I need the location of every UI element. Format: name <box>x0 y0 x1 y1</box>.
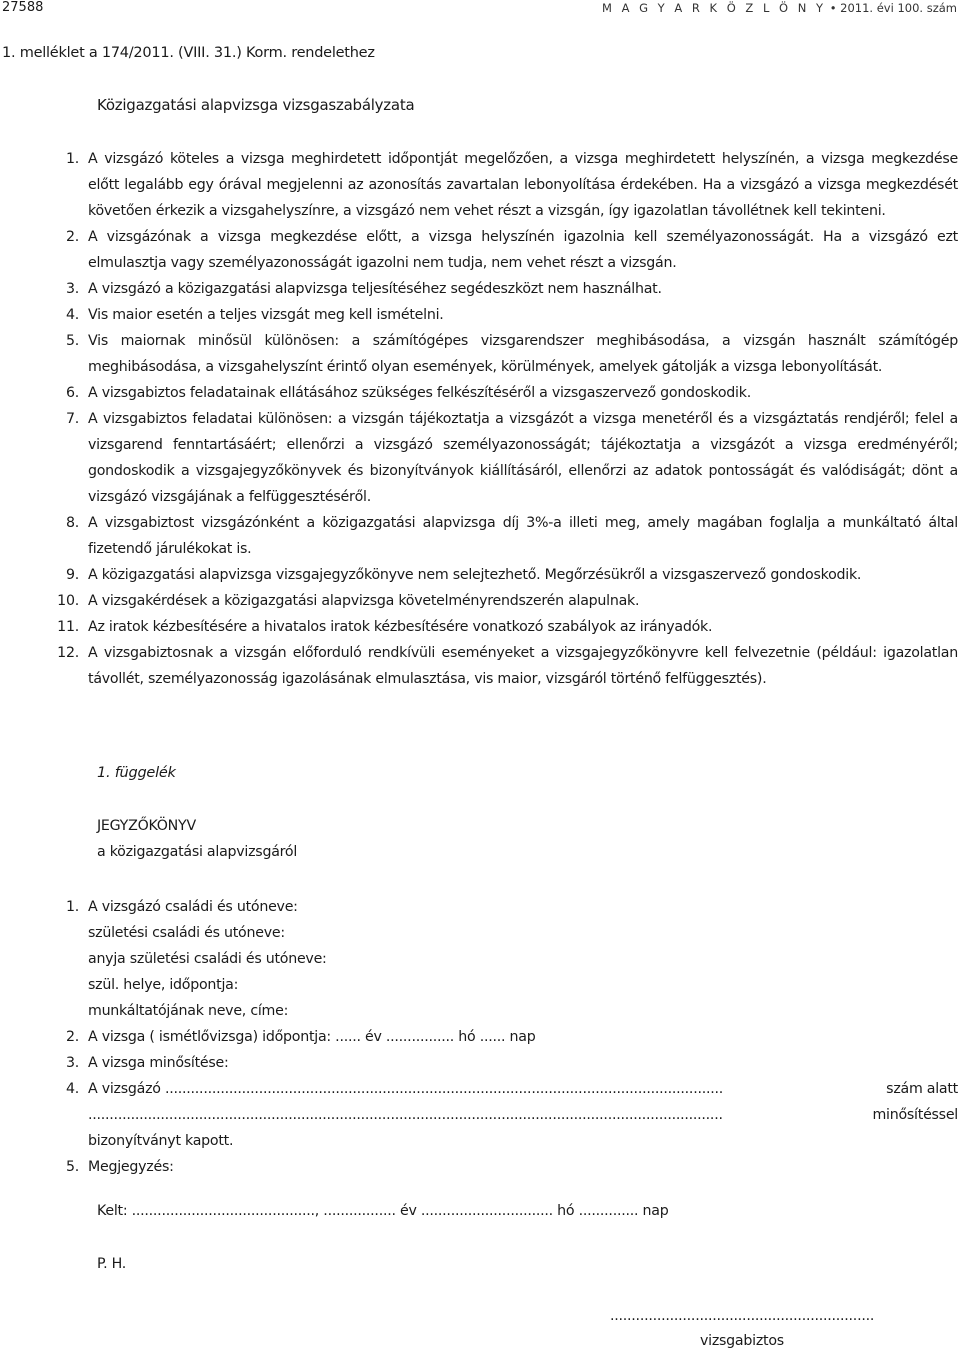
rule-text: A vizsgakérdések a közigazgatási alapvizsga követelményrendszerén alapulnak. <box>88 593 640 609</box>
form-line <box>0 920 958 946</box>
rule-text: A vizsgázó köteles a vizsga meghirdetett időpontját megelőzően, a vizsga meghirdetett helyszínén, a vizsga megkezdése előtt legalább egy órával megjelenni az azonosítás zavartalan lebonyolítása érdekében. Ha a vizsgázó a vizsga megkezdését követően érkezik a vizsgahelyszínre, a vizsgázó nem vehet részt a vizsgán, így igazolatlan távollétnek kell tekinteni. <box>88 151 958 219</box>
form-line <box>0 946 958 972</box>
document-title: Közigazgatási alapvizsga vizsgaszabályzata <box>97 96 415 114</box>
journal-name: M A G Y A R K Ö Z L Ö N Y <box>602 1 827 15</box>
form-number: 1. <box>65 899 79 915</box>
rule-number: 10. <box>57 593 79 609</box>
rule-text: A vizsgabiztosnak a vizsgán előforduló rendkívüli eseményeket a vizsgajegyzőkönyvre kell felvezetnie (például: igazolatlan távollét, személyazonosság igazolásának elmulasztása, vis maior, vizsgáról történő felfüggesztés). <box>88 645 958 687</box>
rule-item <box>0 588 958 614</box>
rule-text: Vis maior esetén a teljes vizsgát meg kell ismételni. <box>88 307 444 323</box>
rule-number: 4. <box>65 307 79 323</box>
form-suffix: szám alatt <box>886 1081 958 1097</box>
protocol-heading: JEGYZŐKÖNYV <box>97 818 196 834</box>
form-field-notes: Megjegyzés: <box>88 1159 174 1175</box>
issue-number: 2011. évi 100. szám <box>840 1 957 15</box>
rule-number: 5. <box>65 333 79 349</box>
form-number: 3. <box>65 1055 79 1071</box>
rule-number: 7. <box>65 411 79 427</box>
rule-text: Az iratok kézbesítésére a hivatalos iratok kézbesítésére vonatkozó szabályok az irányadók. <box>88 619 713 635</box>
rules-list <box>0 146 958 692</box>
rule-number: 6. <box>65 385 79 401</box>
page-header <box>0 0 960 22</box>
form-field-exam-date: A vizsga ( ismétlővizsga) időpontja: ...... év ................ hó ...... nap <box>88 1029 536 1045</box>
journal-header <box>602 1 957 15</box>
rule-item <box>0 614 958 640</box>
rule-text: A közigazgatási alapvizsga vizsgajegyzőkönyve nem selejtezhető. Megőrzésükről a vizsgaszervező gondoskodik. <box>88 567 862 583</box>
form-dots: A vizsgázó ................................................................................................................................... <box>88 1081 724 1097</box>
rule-text: A vizsgabiztos feladatai különösen: a vizsgán tájékoztatja a vizsgázót a vizsga menetéről és a vizsgáztatás rendjéről; felel a vizsgarend fenntartásáért; ellenőrzi a vizsgázó személyazonosságát; tájékoztatja a vizsgázót a vizsga eredményéről; gondoskodik a vizsgajegyzőkönyvek és bizonyítványok kiállításáról, ellenőrzi az adatok pontosságát és valódiságát; dönt a vizsgázó vizsgájának a felfüggesztéséről. <box>88 411 958 505</box>
rule-item <box>0 302 958 328</box>
rule-number: 12. <box>57 645 79 661</box>
rule-item <box>0 406 958 510</box>
form-number: 4. <box>65 1081 79 1097</box>
form-line <box>0 998 958 1024</box>
form-line <box>0 1102 958 1128</box>
rule-item <box>0 276 958 302</box>
rule-item <box>0 328 958 380</box>
form-line <box>0 1024 958 1050</box>
form-number: 2. <box>65 1029 79 1045</box>
form-line <box>0 972 958 998</box>
form-field-name: A vizsgázó családi és utóneve: <box>88 899 298 915</box>
annex-title: 1. melléklet a 174/2011. (VIII. 31.) Korm. rendelethez <box>2 45 375 61</box>
rule-item <box>0 562 958 588</box>
form-field-certificate: bizonyítványt kapott. <box>88 1133 234 1149</box>
form-field-birth-place: szül. helye, időpontja: <box>88 977 239 993</box>
rule-text: A vizsgázónak a vizsga megkezdése előtt, a vizsga helyszínén igazolnia kell személyazonosságát. Ha a vizsgázó ezt elmulasztja vagy személyazonosságát igazolni nem tudja, nem vehet részt a vizsgán. <box>88 229 958 271</box>
protocol-subheading: a közigazgatási alapvizsgáról <box>97 844 298 860</box>
rule-text: A vizsgabiztos feladatainak ellátásához szükséges felkészítéséről a vizsgaszervező gondoskodik. <box>88 385 751 401</box>
form-line <box>0 1050 958 1076</box>
form-field-mother-name: anyja születési családi és utóneve: <box>88 951 327 967</box>
rule-item <box>0 380 958 406</box>
form-field-employer: munkáltatójának neve, címe: <box>88 1003 289 1019</box>
form-line <box>0 1154 958 1180</box>
rule-number: 8. <box>65 515 79 531</box>
rule-number: 11. <box>57 619 79 635</box>
signature-label: vizsgabiztos <box>700 1333 784 1349</box>
rule-item <box>0 146 958 224</box>
seal-placeholder: P. H. <box>97 1256 127 1272</box>
form-line <box>0 1128 958 1154</box>
signature-line: .............................................................. <box>610 1308 875 1324</box>
rule-item <box>0 224 958 276</box>
rule-number: 9. <box>65 567 79 583</box>
rule-text: Vis maiornak minősül különösen: a számítógépes vizsgarendszer meghibásodása, a vizsgán használt számítógép meghibásodása, a vizsgahelyszínt érintő olyan események, körülmények, amelyek gátolják a vizsga lebonyolítását. <box>88 333 958 375</box>
form-line <box>0 894 958 920</box>
date-line: Kelt: ..........................................., ................. év ............................... hó .............. nap <box>97 1203 669 1219</box>
page-number: 27588 <box>2 0 44 15</box>
form-dots: ..................................................................................................................................................... <box>88 1107 723 1123</box>
form-suffix: minősítéssel <box>872 1107 958 1123</box>
rule-number: 3. <box>65 281 79 297</box>
rule-number: 2. <box>65 229 79 245</box>
protocol-form <box>0 894 958 1180</box>
rule-item <box>0 640 958 692</box>
rule-number: 1. <box>65 151 79 167</box>
appendix-label: 1. függelék <box>97 765 176 781</box>
rule-item <box>0 510 958 562</box>
rule-text: A vizsgabiztost vizsgázónként a közigazgatási alapvizsga díj 3%-a illeti meg, amely magában foglalja a munkáltató által fizetendő járulékokat is. <box>88 515 958 557</box>
form-number: 5. <box>65 1159 79 1175</box>
form-line <box>0 1076 958 1102</box>
form-field-qualification <box>88 1102 958 1128</box>
bullet-icon: • <box>829 1 837 15</box>
rule-text: A vizsgázó a közigazgatási alapvizsga teljesítéséhez segédeszközt nem használhat. <box>88 281 662 297</box>
form-field-rating: A vizsga minősítése: <box>88 1055 229 1071</box>
form-field-examinee <box>88 1076 958 1102</box>
form-field-birth-name: születési családi és utóneve: <box>88 925 285 941</box>
